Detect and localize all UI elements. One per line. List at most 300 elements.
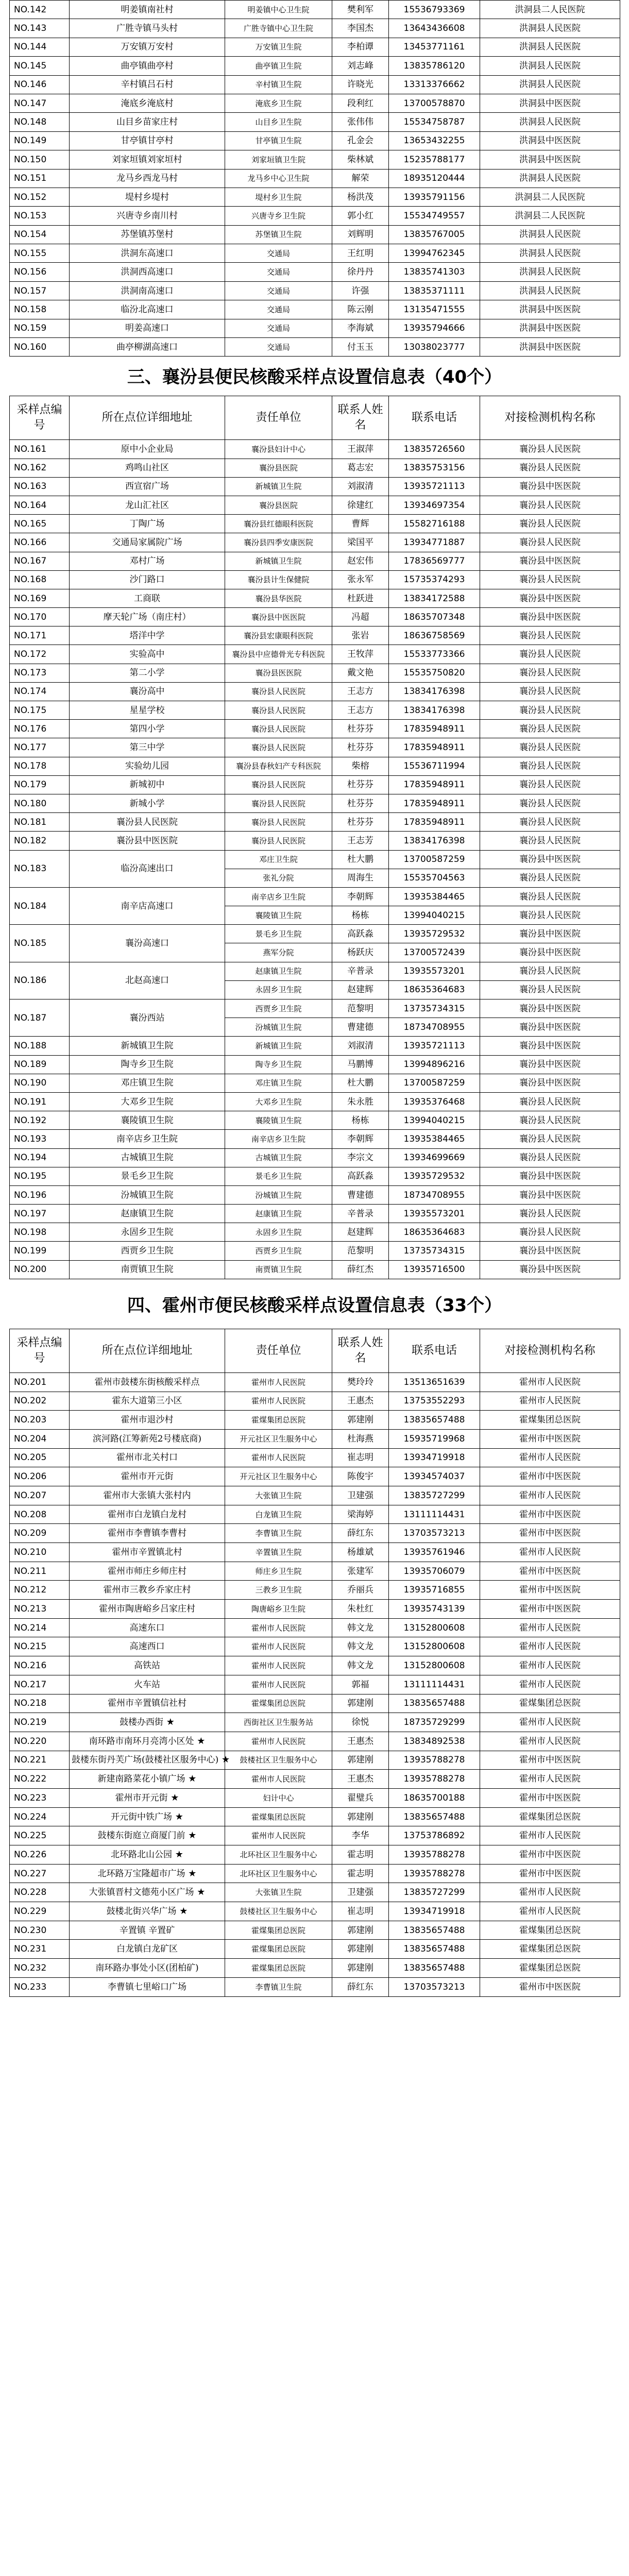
cell-no: NO.177 (10, 738, 70, 757)
header-unit: 责任单位 (225, 396, 332, 440)
cell-unit: 襄汾县医院 (225, 496, 332, 514)
cell-phone: 13835657488 (389, 1411, 480, 1430)
cell-person: 杜海燕 (332, 1429, 389, 1448)
cell-org: 洪洞县人民医院 (480, 113, 620, 131)
table-row (10, 1977, 620, 1996)
cell-unit: 鼓楼社区卫生服务中心 (225, 1751, 332, 1770)
cell-address: 霍州市白龙镇白龙村 (70, 1505, 225, 1524)
cell-person: 陈俊宇 (332, 1467, 389, 1486)
cell-address: 西贾乡卫生院 (70, 1242, 225, 1260)
cell-address: 第四小学 (70, 720, 225, 738)
cell-org: 洪洞县人民医院 (480, 38, 620, 56)
cell-unit: 大邓乡卫生院 (225, 1092, 332, 1111)
cell-no: NO.227 (10, 1864, 70, 1883)
cell-phone: 13994762345 (389, 244, 480, 263)
cell-unit: 襄汾县计生保健院 (225, 570, 332, 589)
cell-address: 龙山汇社区 (70, 496, 225, 514)
cell-no: NO.203 (10, 1411, 70, 1430)
cell-unit: 赵康镇卫生院 (225, 1205, 332, 1223)
table-row (10, 1713, 620, 1732)
cell-unit: 霍州市人民医院 (225, 1732, 332, 1751)
cell-unit: 西贾乡卫生院 (225, 1242, 332, 1260)
cell-org: 霍州市人民医院 (480, 1448, 620, 1467)
cell-address: 大邓乡卫生院 (70, 1092, 225, 1111)
cell-org: 洪洞县人民医院 (480, 75, 620, 94)
cell-unit: 襄陵镇卫生院 (225, 906, 332, 925)
cell-unit: 张礼分院 (225, 869, 332, 887)
cell-phone: 13935716855 (389, 1581, 480, 1600)
cell-person: 许强 (332, 281, 389, 300)
cell-org: 襄汾县人民医院 (480, 1130, 620, 1148)
cell-org: 襄汾县人民医院 (480, 757, 620, 775)
cell-org: 洪洞县中医医院 (480, 300, 620, 319)
header-addr: 所在点位详细地址 (70, 1329, 225, 1372)
table-row (10, 1392, 620, 1411)
cell-address: 鼓楼办西街 ★ (70, 1713, 225, 1732)
table-row (10, 1921, 620, 1940)
cell-unit: 霍州市人民医院 (225, 1372, 332, 1392)
cell-phone: 13935743139 (389, 1600, 480, 1619)
cell-phone: 15536793369 (389, 1, 480, 19)
cell-unit: 永固乡卫生院 (225, 980, 332, 999)
cell-org: 襄汾县人民医院 (480, 1111, 620, 1130)
cell-org: 襄汾县人民医院 (480, 515, 620, 533)
table-row (10, 645, 620, 664)
cell-person: 李海斌 (332, 319, 389, 337)
cell-person: 刘辉明 (332, 225, 389, 244)
cell-no: NO.180 (10, 794, 70, 812)
cell-person: 王惠杰 (332, 1392, 389, 1411)
cell-address: 新城小学 (70, 794, 225, 812)
cell-phone: 13935706079 (389, 1562, 480, 1581)
header-phone: 联系电话 (389, 396, 480, 440)
cell-unit: 襄汾县人民医院 (225, 738, 332, 757)
cell-person: 周海生 (332, 869, 389, 887)
cell-person: 范黎明 (332, 1242, 389, 1260)
cell-address: 汾城镇卫生院 (70, 1185, 225, 1204)
cell-phone: 18734708955 (389, 1185, 480, 1204)
cell-address: 鼓楼北街兴华广场 ★ (70, 1902, 225, 1921)
cell-phone: 13835753156 (389, 459, 480, 477)
table-row (10, 1637, 620, 1656)
cell-org: 霍州市中医医院 (480, 1505, 620, 1524)
cell-unit: 鼓楼社区卫生服务中心 (225, 1902, 332, 1921)
cell-no: NO.224 (10, 1807, 70, 1826)
cell-org: 霍州市人民医院 (480, 1826, 620, 1845)
cell-phone: 13935376468 (389, 1092, 480, 1111)
cell-no: NO.226 (10, 1845, 70, 1865)
cell-org: 襄汾县人民医院 (480, 794, 620, 812)
cell-no: NO.167 (10, 552, 70, 570)
cell-address: 塔洋中学 (70, 626, 225, 645)
cell-org: 襄汾县人民医院 (480, 440, 620, 459)
table-row (10, 75, 620, 94)
cell-address: 襄汾高中 (70, 682, 225, 701)
cell-unit: 襄汾县人民医院 (225, 775, 332, 794)
cell-unit: 汾城镇卫生院 (225, 1185, 332, 1204)
cell-org: 霍州市中医医院 (480, 1562, 620, 1581)
cell-phone: 15533773366 (389, 645, 480, 664)
cell-no: NO.231 (10, 1940, 70, 1959)
cell-phone: 13935761946 (389, 1543, 480, 1562)
cell-no: NO.178 (10, 757, 70, 775)
cell-phone: 15535750820 (389, 664, 480, 682)
cell-org: 襄汾县人民医院 (480, 1092, 620, 1111)
star-icon: ★ (218, 1754, 230, 1766)
cell-org: 霍煤集团总医院 (480, 1921, 620, 1940)
cell-address: 霍州市辛置镇信社村 (70, 1694, 225, 1713)
cell-unit: 北环社区卫生服务中心 (225, 1864, 332, 1883)
cell-no: NO.187 (10, 999, 70, 1037)
cell-no: NO.195 (10, 1167, 70, 1185)
table-row (10, 757, 620, 775)
cell-unit: 襄汾县中应德骨光专科医院 (225, 645, 332, 664)
header-org: 对接检测机构名称 (480, 1329, 620, 1372)
cell-phone: 13934699669 (389, 1148, 480, 1167)
cell-org: 霍煤集团总医院 (480, 1411, 620, 1430)
cell-phone: 13935788278 (389, 1751, 480, 1770)
cell-address: 南辛店乡卫生院 (70, 1130, 225, 1148)
cell-person: 薛红东 (332, 1524, 389, 1543)
table-row (10, 1940, 620, 1959)
cell-unit: 新城镇卫生院 (225, 1037, 332, 1055)
cell-unit: 新城镇卫生院 (225, 477, 332, 496)
table-row (10, 1788, 620, 1807)
cell-address: 洪洞西高速口 (70, 263, 225, 281)
star-icon: ★ (194, 1887, 206, 1898)
cell-unit: 霍煤集团总医院 (225, 1959, 332, 1978)
cell-unit: 李曹镇卫生院 (225, 1524, 332, 1543)
table-row (10, 1600, 620, 1619)
cell-person: 卫建强 (332, 1486, 389, 1505)
cell-address: 霍州市鼓楼东街核酸采样点 (70, 1372, 225, 1392)
cell-org: 霍煤集团总医院 (480, 1694, 620, 1713)
cell-address: 万安镇万安村 (70, 38, 225, 56)
cell-address: 洪洞东高速口 (70, 244, 225, 263)
cell-address: 苏堡镇苏堡村 (70, 225, 225, 244)
cell-unit: 襄汾县华医院 (225, 589, 332, 607)
cell-person: 樊玲玲 (332, 1372, 389, 1392)
cell-address: 辛村镇吕石村 (70, 75, 225, 94)
table-row (10, 1372, 620, 1392)
table-row (10, 131, 620, 150)
cell-org: 襄汾县人民医院 (480, 645, 620, 664)
cell-person: 郭建刚 (332, 1411, 389, 1430)
table-row (10, 94, 620, 112)
table-row (10, 477, 620, 496)
cell-person: 杜大鹏 (332, 1074, 389, 1092)
cell-address: 襄汾县中医医院 (70, 832, 225, 850)
cell-address: 北环路北山公园 ★ (70, 1845, 225, 1865)
cell-no: NO.157 (10, 281, 70, 300)
cell-address: 白龙镇白龙矿区 (70, 1940, 225, 1959)
cell-no: NO.182 (10, 832, 70, 850)
cell-unit: 师庄乡卫生院 (225, 1562, 332, 1581)
cell-no: NO.149 (10, 131, 70, 150)
cell-address: 霍州市辛置镇北村 (70, 1543, 225, 1562)
cell-phone: 15534749557 (389, 207, 480, 225)
cell-address: 临汾北高速口 (70, 300, 225, 319)
cell-org: 襄汾县中医医院 (480, 1167, 620, 1185)
cell-address: 襄汾西站 (70, 999, 225, 1037)
cell-no: NO.168 (10, 570, 70, 589)
cell-unit: 霍州市人民医院 (225, 1826, 332, 1845)
cell-person: 辛普录 (332, 1205, 389, 1223)
cell-org: 襄汾县中医医院 (480, 1242, 620, 1260)
cell-org: 襄汾县人民医院 (480, 626, 620, 645)
cell-org: 襄汾县人民医院 (480, 570, 620, 589)
cell-no: NO.225 (10, 1826, 70, 1845)
cell-no: NO.165 (10, 515, 70, 533)
cell-unit: 堤村乡卫生院 (225, 188, 332, 206)
cell-no: NO.204 (10, 1429, 70, 1448)
cell-org: 霍州市中医医院 (480, 1524, 620, 1543)
cell-unit: 霍州市人民医院 (225, 1656, 332, 1675)
cell-person: 王志方 (332, 701, 389, 720)
cell-unit: 襄汾县宏康眼科医院 (225, 626, 332, 645)
cell-unit: 霍州市人民医院 (225, 1770, 332, 1789)
cell-no: NO.181 (10, 813, 70, 832)
cell-phone: 13834176398 (389, 701, 480, 720)
cell-address: 丁陶广场 (70, 515, 225, 533)
cell-org: 霍煤集团总医院 (480, 1807, 620, 1826)
cell-no: NO.232 (10, 1959, 70, 1978)
table-row (10, 1411, 620, 1430)
cell-address: 新城镇卫生院 (70, 1037, 225, 1055)
table-row (10, 1074, 620, 1092)
cell-address: 景毛乡卫生院 (70, 1167, 225, 1185)
cell-org: 霍州市人民医院 (480, 1392, 620, 1411)
cell-phone: 13935716500 (389, 1260, 480, 1279)
cell-no: NO.218 (10, 1694, 70, 1713)
cell-address: 北赵高速口 (70, 962, 225, 999)
cell-unit: 景毛乡卫生院 (225, 1167, 332, 1185)
cell-person: 刘志峰 (332, 57, 389, 75)
cell-phone: 13834176398 (389, 682, 480, 701)
table-row (10, 1826, 620, 1845)
cell-unit: 襄汾县人民医院 (225, 682, 332, 701)
cell-phone: 13835657488 (389, 1807, 480, 1826)
cell-person: 段利红 (332, 94, 389, 112)
cell-person: 薛红东 (332, 1977, 389, 1996)
cell-no: NO.171 (10, 626, 70, 645)
cell-address: 霍州市开元街 ★ (70, 1788, 225, 1807)
cell-org: 霍州市中医医院 (480, 1864, 620, 1883)
cell-phone: 13994896216 (389, 1055, 480, 1074)
cell-no: NO.215 (10, 1637, 70, 1656)
table-row (10, 664, 620, 682)
table-row (10, 832, 620, 850)
table-row (10, 19, 620, 38)
cell-phone: 13700578870 (389, 94, 480, 112)
cell-no: NO.166 (10, 533, 70, 552)
table-row (10, 925, 620, 943)
cell-org: 襄汾县中医医院 (480, 1037, 620, 1055)
cell-person: 马鹏博 (332, 1055, 389, 1074)
cell-person: 霍志明 (332, 1845, 389, 1865)
table-row (10, 1543, 620, 1562)
cell-person: 乔丽兵 (332, 1581, 389, 1600)
table-row (10, 1505, 620, 1524)
cell-no: NO.197 (10, 1205, 70, 1223)
header-addr: 所在点位详细地址 (70, 396, 225, 440)
section-title-xiangfen: 三、襄汾县便民核酸采样点设置信息表（40个） (127, 367, 502, 388)
cell-person: 李朝辉 (332, 1130, 389, 1148)
table-row (10, 1864, 620, 1883)
cell-address: 大张镇晋村文德苑小区广场 ★ (70, 1883, 225, 1902)
cell-unit: 交通局 (225, 263, 332, 281)
cell-org: 襄汾县人民医院 (480, 869, 620, 887)
cell-phone: 13835786120 (389, 57, 480, 75)
cell-org: 霍州市人民医院 (480, 1637, 620, 1656)
cell-unit: 襄汾县医医院 (225, 664, 332, 682)
cell-phone: 13834892538 (389, 1732, 480, 1751)
cell-no: NO.191 (10, 1092, 70, 1111)
table-xiangfen (9, 396, 620, 1279)
table-row (10, 1486, 620, 1505)
cell-person: 曹建德 (332, 1018, 389, 1037)
table-row (10, 169, 620, 188)
cell-org: 霍州市人民医院 (480, 1902, 620, 1921)
cell-person: 葛志宏 (332, 459, 389, 477)
cell-phone: 13934574037 (389, 1467, 480, 1486)
cell-org: 襄汾县中医医院 (480, 1260, 620, 1279)
cell-phone: 13835741303 (389, 263, 480, 281)
cell-person: 郭建刚 (332, 1940, 389, 1959)
cell-person: 范黎明 (332, 999, 389, 1018)
table-row (10, 1205, 620, 1223)
table-huozhou-body (10, 1372, 620, 1996)
cell-address: 明姜镇南社村 (70, 1, 225, 19)
table-row (10, 57, 620, 75)
cell-address: 襄陵镇卫生院 (70, 1111, 225, 1130)
table-row (10, 720, 620, 738)
cell-phone: 13835657488 (389, 1921, 480, 1940)
cell-person: 曹建德 (332, 1185, 389, 1204)
cell-unit: 妇计中心 (225, 1788, 332, 1807)
cell-address: 龙马乡西龙马村 (70, 169, 225, 188)
star-icon: ★ (172, 1849, 183, 1860)
cell-no: NO.188 (10, 1037, 70, 1055)
cell-phone: 13700572439 (389, 943, 480, 962)
cell-address: 永固乡卫生院 (70, 1223, 225, 1242)
cell-unit: 交通局 (225, 281, 332, 300)
cell-phone: 17835948911 (389, 794, 480, 812)
cell-person: 柴林斌 (332, 150, 389, 169)
cell-no: NO.228 (10, 1883, 70, 1902)
cell-phone: 13111114431 (389, 1505, 480, 1524)
cell-address: 鸡鸣山社区 (70, 459, 225, 477)
cell-no: NO.174 (10, 682, 70, 701)
cell-org: 洪洞县人民医院 (480, 57, 620, 75)
header-unit: 责任单位 (225, 1329, 332, 1372)
cell-phone: 13935788278 (389, 1770, 480, 1789)
cell-address: 陶寺乡卫生院 (70, 1055, 225, 1074)
cell-unit: 邓庄卫生院 (225, 850, 332, 869)
cell-address: 临汾高速出口 (70, 850, 225, 887)
cell-org: 襄汾县中医医院 (480, 1055, 620, 1074)
cell-org: 襄汾县中医医院 (480, 925, 620, 943)
cell-person: 郭建刚 (332, 1807, 389, 1826)
cell-org: 襄汾县中医医院 (480, 1074, 620, 1092)
cell-no: NO.211 (10, 1562, 70, 1581)
cell-address: 明姜高速口 (70, 319, 225, 337)
cell-address: 襄汾县人民医院 (70, 813, 225, 832)
table-row (10, 1581, 620, 1600)
cell-address: 高铁站 (70, 1656, 225, 1675)
cell-person: 辛普录 (332, 962, 389, 980)
cell-unit: 交通局 (225, 244, 332, 263)
cell-person: 郭建刚 (332, 1694, 389, 1713)
cell-address: 滨河路(江筹新苑2号楼底商) (70, 1429, 225, 1448)
cell-phone: 13994040215 (389, 906, 480, 925)
cell-unit: 霍煤集团总医院 (225, 1411, 332, 1430)
cell-unit: 甘亭镇卫生院 (225, 131, 332, 150)
cell-person: 霍志明 (332, 1864, 389, 1883)
cell-address: 西宣宿广场 (70, 477, 225, 496)
cell-person: 张岩 (332, 626, 389, 645)
cell-phone: 17835948911 (389, 738, 480, 757)
cell-org: 霍州市人民医院 (480, 1713, 620, 1732)
cell-address: 霍州市师庄乡师庄村 (70, 1562, 225, 1581)
cell-person: 杨洪茂 (332, 188, 389, 206)
cell-unit: 古城镇卫生院 (225, 1148, 332, 1167)
cell-person: 张永军 (332, 570, 389, 589)
cell-person: 高跃淼 (332, 925, 389, 943)
cell-phone: 13753786892 (389, 1826, 480, 1845)
cell-person: 薛红杰 (332, 1260, 389, 1279)
cell-org: 襄汾县中医医院 (480, 999, 620, 1018)
cell-address: 淹底乡淹底村 (70, 94, 225, 112)
cell-person: 王淑萍 (332, 440, 389, 459)
cell-person: 杜芬芬 (332, 738, 389, 757)
cell-org: 襄汾县人民医院 (480, 962, 620, 980)
cell-phone: 13834172588 (389, 589, 480, 607)
cell-person: 杨栋 (332, 1111, 389, 1130)
cell-org: 襄汾县中医医院 (480, 1018, 620, 1037)
cell-person: 郭建刚 (332, 1751, 389, 1770)
cell-unit: 汾城镇卫生院 (225, 1018, 332, 1037)
cell-org: 襄汾县人民医院 (480, 906, 620, 925)
cell-no: NO.189 (10, 1055, 70, 1074)
cell-phone: 13700587259 (389, 850, 480, 869)
cell-no: NO.185 (10, 925, 70, 962)
cell-person: 杨雄斌 (332, 1543, 389, 1562)
table-row (10, 338, 620, 357)
cell-org: 洪洞县二人民医院 (480, 188, 620, 206)
table-row (10, 300, 620, 319)
cell-no: NO.201 (10, 1372, 70, 1392)
cell-no: NO.151 (10, 169, 70, 188)
cell-phone: 13835727299 (389, 1486, 480, 1505)
cell-org: 霍州市人民医院 (480, 1770, 620, 1789)
cell-unit: 襄汾县医院 (225, 459, 332, 477)
cell-org: 霍州市人民医院 (480, 1675, 620, 1694)
table-row (10, 570, 620, 589)
cell-no: NO.146 (10, 75, 70, 94)
cell-phone: 13703573213 (389, 1524, 480, 1543)
cell-phone: 13835727299 (389, 1883, 480, 1902)
cell-person: 郭福 (332, 1675, 389, 1694)
cell-phone: 13935721113 (389, 1037, 480, 1055)
cell-unit: 陶寺乡卫生院 (225, 1055, 332, 1074)
cell-unit: 刘家垣镇卫生院 (225, 150, 332, 169)
cell-person: 韩文龙 (332, 1618, 389, 1637)
cell-address: 李曹镇七里峪口广场 (70, 1977, 225, 1996)
cell-org: 襄汾县中医医院 (480, 850, 620, 869)
cell-person: 杨跃庆 (332, 943, 389, 962)
header-no: 采样点编号 (10, 1329, 70, 1372)
